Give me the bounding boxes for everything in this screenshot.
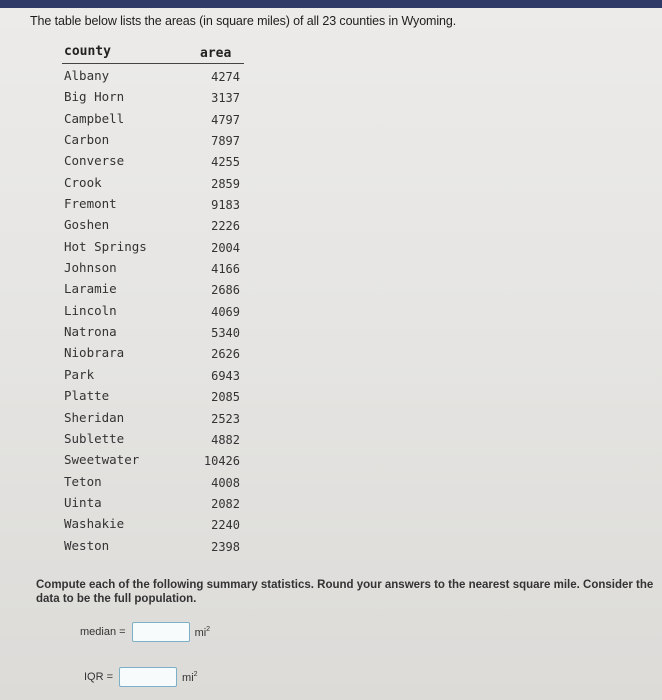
county-cell: Goshen (64, 217, 110, 233)
table-body (60, 66, 250, 557)
table-row (60, 130, 250, 151)
area-cell: 4069 (211, 304, 240, 319)
table-row (60, 258, 250, 279)
area-cell: 2226 (211, 219, 240, 234)
county-cell: Uinta (64, 494, 102, 510)
table-row (60, 173, 250, 194)
area-cell: 2398 (211, 539, 240, 554)
intro-text: The table below lists the areas (in square miles) of all 23 counties in Wyoming. (30, 14, 457, 28)
table-row (60, 215, 250, 236)
table-row (60, 279, 250, 300)
county-cell: Carbon (64, 132, 110, 148)
area-cell: 4008 (211, 475, 240, 490)
iqr-unit: $mi^2$ (182, 670, 198, 684)
median-row (80, 622, 210, 642)
median-input[interactable] (132, 622, 190, 642)
county-cell: Fremont (64, 196, 117, 212)
county-cell: Albany (64, 68, 110, 83)
area-cell: 6943 (211, 368, 240, 383)
county-cell: Weston (64, 537, 110, 553)
table-row (60, 514, 250, 535)
header-area: area (200, 46, 232, 61)
county-area-table (60, 44, 250, 557)
county-cell: Sweetwater (64, 452, 140, 468)
area-cell: 2859 (211, 176, 240, 191)
area-cell: 2626 (211, 347, 240, 362)
table-row (60, 237, 250, 258)
table-row (60, 536, 250, 557)
table-row (60, 493, 250, 514)
table-row (60, 301, 250, 322)
table-row (60, 408, 250, 429)
table-row (60, 386, 250, 407)
area-cell: 3137 (211, 91, 240, 106)
table-row (60, 472, 250, 493)
county-cell: Crook (64, 174, 102, 190)
county-cell: Big Horn (64, 89, 125, 105)
table-header (60, 44, 250, 66)
area-cell: 4255 (211, 155, 240, 170)
county-cell: Washakie (64, 516, 125, 532)
table-row (60, 450, 250, 471)
county-cell: Teton (64, 473, 102, 489)
median-label: median = (80, 626, 126, 638)
table-row (60, 87, 250, 108)
table-row (60, 194, 250, 215)
county-cell: Park (64, 366, 95, 382)
county-cell: Sheridan (64, 409, 125, 425)
area-cell: 2004 (211, 240, 240, 255)
area-cell: 4797 (211, 112, 240, 127)
county-cell: Converse (64, 153, 125, 169)
table-row (60, 151, 250, 172)
county-cell: Sublette (64, 430, 125, 446)
iqr-label: IQR = (84, 671, 114, 683)
area-cell: 4166 (211, 262, 240, 277)
county-cell: Campbell (64, 110, 125, 126)
area-cell: 2082 (211, 496, 240, 511)
area-cell: 2686 (211, 283, 240, 298)
county-cell: Niobrara (64, 345, 125, 361)
header-rule (62, 63, 244, 64)
table-row (60, 322, 250, 343)
county-cell: Johnson (64, 260, 117, 276)
county-cell: Natrona (64, 324, 117, 340)
iqr-input[interactable] (119, 667, 177, 687)
county-cell: Hot Springs (64, 238, 147, 254)
table-row (60, 66, 250, 87)
area-cell: 5340 (211, 326, 240, 341)
area-cell: 10426 (203, 454, 240, 469)
area-cell: 2523 (211, 411, 240, 426)
table-row (60, 429, 250, 450)
county-cell: Lincoln (64, 302, 117, 318)
table-row (60, 365, 250, 386)
area-cell: 2085 (211, 390, 240, 405)
area-cell: 9183 (211, 198, 240, 213)
area-cell: 4274 (211, 70, 240, 84)
table-row (60, 343, 250, 364)
top-bar (0, 0, 662, 8)
iqr-row (84, 667, 198, 687)
area-cell: 2240 (211, 518, 240, 533)
area-cell: 7897 (211, 134, 240, 149)
county-cell: Platte (64, 388, 110, 404)
median-unit: $mi^2$ (194, 625, 211, 639)
header-county: county (64, 44, 111, 59)
question-text: Compute each of the following summary statistics. Round your answers to the nearest square mile. Consider the data to be the full population. (36, 579, 654, 605)
table-row (60, 109, 250, 130)
county-cell: Laramie (64, 281, 117, 297)
area-cell: 4882 (211, 432, 240, 447)
